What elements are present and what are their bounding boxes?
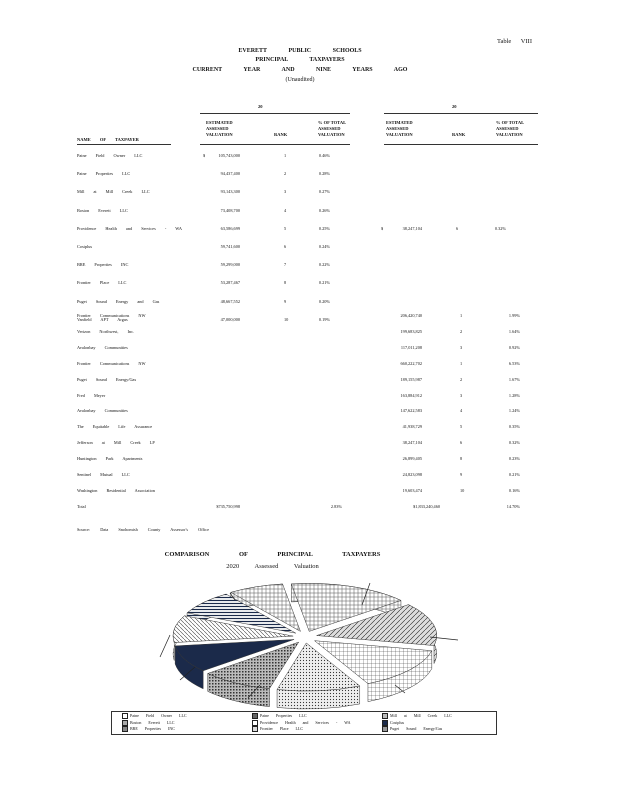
prior-rank: 6 — [456, 225, 459, 231]
table-row — [0, 262, 618, 272]
table-row — [0, 299, 618, 309]
prior-valuation: 117,011,208 — [400, 344, 422, 350]
legend-item-2: Mill at Mill Creek LLC — [382, 713, 452, 719]
total-prior-pct: 14.70% — [506, 504, 520, 509]
legend-item-7: Frontier Place LLC — [252, 726, 303, 732]
total-row — [0, 504, 618, 514]
prior-dollar-sign: $ — [381, 225, 384, 231]
table-row — [0, 440, 618, 450]
prior-rank: 8 — [460, 456, 463, 462]
prior-pct: 1.24% — [508, 408, 520, 414]
rule-current — [200, 113, 350, 114]
legend-item-4: Providence Health and Services - WA — [252, 720, 350, 726]
table-row — [0, 208, 618, 218]
table-row — [0, 424, 618, 434]
taxpayer-name: Providence Health and Services - WA — [77, 225, 182, 231]
pct-of-total: 0.26% — [318, 207, 330, 213]
prior-pct: 6.53% — [508, 360, 520, 366]
prior-valuation: 26,899,405 — [402, 456, 422, 462]
pct-of-total: 0.20% — [318, 298, 330, 304]
rank: 1 — [284, 153, 287, 158]
table-row — [0, 361, 618, 371]
total-label: Total — [77, 504, 86, 509]
chart-subtitle: 2020 Assessed Valuation — [226, 563, 319, 570]
rule-current-cols — [200, 144, 350, 145]
prior-pct: 0.32% — [494, 225, 506, 231]
legend-item-5: Costplus — [382, 720, 404, 726]
dollar-sign: $ — [203, 153, 206, 158]
total-prior-value: $1,833,240,460 — [413, 504, 440, 509]
taxpayer-name: The Equitable Life Assurance — [77, 424, 153, 430]
valuation: 105,743,000 — [218, 153, 240, 158]
taxpayer-name: Mill at Mill Creek LLC — [77, 189, 150, 195]
taxpayer-name: BRE Properties INC — [77, 262, 129, 268]
hdr-rank-prior: RANK — [452, 132, 466, 137]
prior-valuation: 189,155,987 — [400, 376, 422, 382]
prior-rank: 5 — [460, 424, 463, 430]
valuation: 94,437,400 — [220, 171, 240, 177]
taxpayer-name: Verizon Northwest, Inc. — [77, 328, 135, 334]
prior-pct: 1.67% — [508, 376, 520, 382]
hdr-pct-current: % OF TOTAL ASSESSED VALUATION — [318, 120, 347, 137]
prior-rank: 3 — [460, 344, 463, 350]
taxpayer-name: Huntington Park Apartments — [77, 456, 143, 462]
taxpayer-name: Puget Sound Energy/Gas — [77, 376, 137, 382]
title-line-4: (Unaudited) — [285, 77, 315, 83]
chart-title: COMPARISON OF PRINCIPAL TAXPAYERS — [164, 551, 381, 558]
prior-rank: 2 — [460, 376, 463, 382]
prior-valuation: 41,938,729 — [402, 424, 422, 430]
taxpayer-name: Sentinel Mutual LLC — [77, 472, 130, 477]
prior-rank: 4 — [460, 408, 463, 414]
prior-valuation: 24,823,098 — [402, 472, 422, 477]
rank: 10 — [284, 316, 289, 322]
taxpayer-name: Jefferson at Mill Creek LP — [77, 440, 155, 446]
table-row — [0, 488, 618, 498]
table-row — [0, 244, 618, 254]
table-row — [0, 408, 618, 418]
chart-legend — [111, 711, 497, 735]
table-row — [0, 472, 618, 482]
valuation: 63,586,699 — [220, 225, 240, 231]
prior-rank: 2 — [460, 328, 463, 334]
rule-name — [77, 144, 171, 145]
prior-rank: 1 — [460, 313, 463, 318]
rank: 9 — [284, 298, 287, 304]
prior-valuation: 206,420,740 — [400, 313, 422, 318]
table-row — [0, 171, 618, 181]
taxpayer-name: Vanfield APT Argus — [77, 316, 128, 322]
table-row — [0, 456, 618, 466]
prior-pct: 0.16% — [508, 487, 520, 493]
legend-item-3: Boston Everett LLC — [122, 720, 174, 726]
prior-valuation: 19,603,474 — [402, 487, 422, 493]
pct-of-total: 0.19% — [318, 316, 330, 322]
pct-of-total: 0.24% — [318, 244, 330, 249]
table-row — [0, 345, 618, 355]
valuation: 59,299,000 — [220, 262, 240, 268]
prior-valuation: 147,622,583 — [400, 408, 422, 414]
col-group-prior: 20 — [452, 104, 457, 109]
prior-valuation: 163,884,912 — [400, 392, 422, 398]
taxpayer-name: Fred Meyer — [77, 392, 106, 398]
pct-of-total: 0.27% — [318, 189, 330, 195]
pie-chart — [140, 575, 480, 710]
rule-prior-cols — [384, 144, 538, 145]
table-row — [0, 189, 618, 199]
table-row — [0, 280, 618, 290]
taxpayer-name: Washington Residential Association — [77, 487, 155, 493]
valuation: 47,000,000 — [220, 316, 240, 322]
legend-item-1: Paine Properties LLC — [252, 713, 307, 719]
prior-pct: 0.23% — [508, 456, 520, 462]
rank: 2 — [284, 171, 287, 177]
prior-rank: 6 — [460, 440, 463, 446]
valuation: 73,408,700 — [220, 207, 240, 213]
prior-pct: 1.99% — [508, 313, 520, 318]
legend-item-0: Paine Field Owner LLC — [122, 713, 187, 719]
legend-item-6: BRE Properties INC — [122, 726, 175, 732]
table-row — [0, 153, 618, 163]
rank: 5 — [284, 225, 287, 231]
prior-rank: 3 — [460, 392, 463, 398]
hdr-valuation-prior: ESTIMATED ASSESSED VALUATION — [386, 120, 413, 137]
hdr-pct-prior: % OF TOTAL ASSESSED VALUATION — [496, 120, 525, 137]
rank: 7 — [284, 262, 287, 268]
col-group-current: 20 — [258, 104, 263, 109]
rank: 4 — [284, 207, 287, 213]
prior-rank: 10 — [460, 487, 465, 493]
prior-pct: 0.32% — [508, 440, 520, 446]
prior-valuation: 38,247,104 — [402, 440, 422, 446]
hdr-name: NAME OF TAXPAYER — [77, 137, 139, 142]
table-row — [0, 329, 618, 339]
source-note: Source: Data Snohomish County Assessor's Office — [77, 527, 209, 532]
prior-pct: 1.64% — [508, 328, 520, 334]
total-pct: 2.83% — [330, 504, 342, 509]
table-row — [0, 377, 618, 387]
hdr-rank-current: RANK — [274, 132, 288, 137]
pct-of-total: 0.28% — [318, 171, 330, 177]
rule-prior — [384, 113, 538, 114]
total-value: $735,750,998 — [216, 504, 240, 509]
taxpayer-name: Paine Properties LLC — [77, 171, 131, 177]
rank: 8 — [284, 280, 287, 286]
taxpayer-name: Frontier Communications NW — [77, 360, 146, 366]
prior-pct: 1.28% — [508, 392, 520, 398]
valuation: 53,287,467 — [220, 280, 240, 286]
pct-of-total: 0.25% — [318, 225, 330, 231]
prior-pct: 0.21% — [508, 472, 520, 477]
legend-item-8: Puget Sound Energy/Gas — [382, 726, 442, 732]
prior-rank: 1 — [460, 360, 463, 366]
rank: 6 — [284, 244, 287, 249]
taxpayer-name: Frontier Place LLC — [77, 280, 127, 286]
prior-valuation: 38,247,104 — [402, 225, 422, 231]
prior-valuation: 199,683,825 — [400, 328, 422, 334]
valuation: 48,667,552 — [220, 298, 240, 304]
prior-rank: 9 — [460, 472, 463, 477]
title-line-3: CURRENT YEAR AND NINE YEARS AGO — [192, 67, 408, 73]
taxpayer-name: Paine Field Owner LLC — [77, 153, 143, 158]
taxpayer-name: Puget Sound Energy and Gas — [77, 298, 160, 304]
table-row — [0, 226, 618, 236]
table-row — [0, 393, 618, 403]
prior-valuation: 660,222,702 — [400, 360, 422, 366]
prior-pct: 0.35% — [508, 424, 520, 430]
pct-of-total: 0.46% — [318, 153, 330, 158]
pct-of-total: 0.21% — [318, 280, 330, 286]
taxpayer-name: Avalonbay Communities — [77, 344, 128, 350]
valuation: 93,143,300 — [220, 189, 240, 195]
pct-of-total: 0.22% — [318, 262, 330, 268]
rank: 3 — [284, 189, 287, 195]
valuation: 59,741,600 — [220, 244, 240, 249]
table-tag: Table VIII — [496, 38, 532, 45]
taxpayer-name: Boston Everett LLC — [77, 207, 128, 213]
hdr-valuation-current: ESTIMATED ASSESSED VALUATION — [206, 120, 233, 137]
table-row — [0, 313, 618, 323]
title-line-1: EVERETT PUBLIC SCHOOLS — [238, 48, 362, 54]
taxpayer-name: Frontier Communications NW — [77, 313, 146, 318]
taxpayer-name: Costplus — [77, 244, 93, 249]
taxpayer-name: Avalonbay Communities — [77, 408, 128, 414]
prior-pct: 0.92% — [508, 344, 520, 350]
title-line-2: PRINCIPAL TAXPAYERS — [255, 57, 345, 63]
